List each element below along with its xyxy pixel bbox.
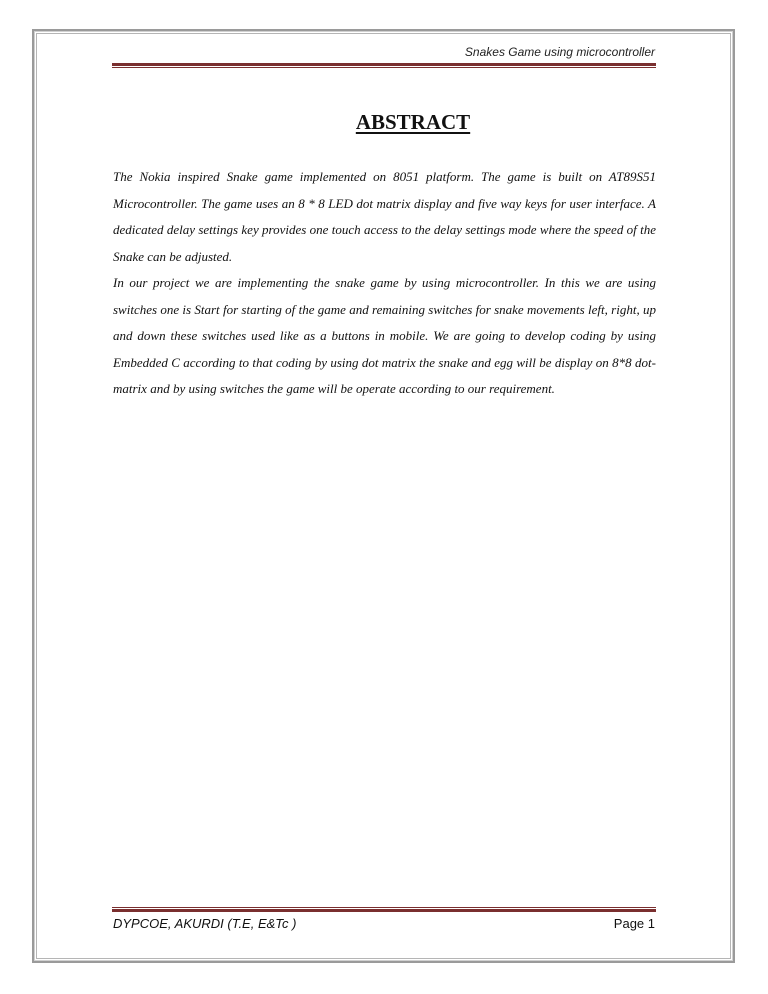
footer-institution: DYPCOE, AKURDI (T.E, E&Tc )	[113, 916, 297, 931]
running-header: Snakes Game using microcontroller	[464, 45, 655, 59]
section-title: ABSTRACT	[355, 110, 471, 134]
abstract-body	[113, 164, 656, 403]
header-rule	[112, 63, 656, 66]
abstract-paragraph-2: In our project we are implementing the snake game by using microcontroller. In this we are using switches one is Start for starting of the game and remaining switches for snake movements left, right, up and down these switches used like as a buttons in mobile. We are going to develop coding by using Embedded C according to that coding by using dot matrix the snake and egg will be display on 8*8 dot-matrix and by using switches the game will be operate according to our requirement.	[113, 275, 656, 396]
header-rule-thin	[112, 67, 656, 68]
footer-rule-thin	[112, 907, 656, 908]
footer-rule	[112, 909, 656, 912]
abstract-paragraph-1: The Nokia inspired Snake game implemented on 8051 platform. The game is built on AT89S51 Microcontroller. The game uses an 8 * 8 LED dot matrix display and five way keys for user interface. A dedicated delay settings key provides one touch access to the delay settings mode where the speed of the Snake can be adjusted.	[113, 169, 656, 264]
section-title-wrapper	[0, 110, 768, 135]
page-number: Page 1	[613, 916, 655, 931]
